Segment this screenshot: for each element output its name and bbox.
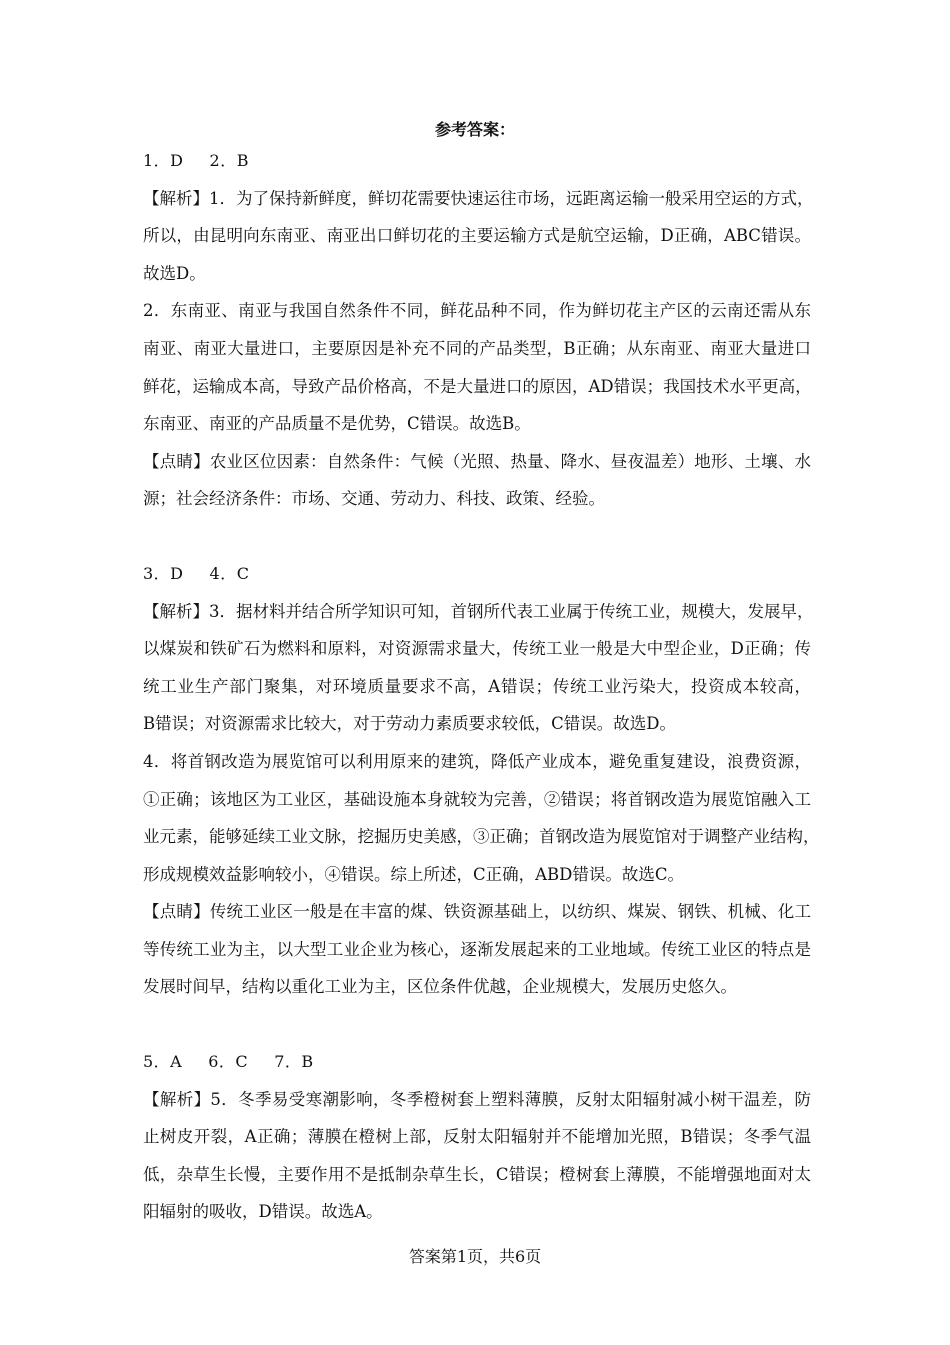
page-footer: 答案第1页，共6页: [408, 1247, 542, 1266]
section-gap: [143, 518, 811, 555]
text-line: 所以，由昆明向东南亚、南亚出口鲜切花的主要运输方式是航空运输，D正确，ABC错误。: [143, 226, 811, 246]
answer-item: 1．D: [143, 151, 184, 170]
text-line: 业元素，能够延续工业文脉，挖掘历史美感，③正确；首钢改造为展览馆对于调整产业结构，: [143, 827, 820, 847]
text-line: 发展时间早，结构以重化工业为主，区位条件优越，企业规模大，发展历史悠久。: [143, 977, 737, 997]
text-line: 【点睛】农业区位因素：自然条件：气候（光照、热量、降水、昼夜温差）地形、土壤、水: [143, 451, 811, 471]
text-line: B错误；对资源需求比较大，对于劳动力素质要求较低，C错误。故选D。: [143, 714, 676, 734]
answer-content: [143, 142, 820, 1231]
text-line: 鲜花，运输成本高，导致产品价格高，不是大量进口的原因，AD错误；我国技术水平更高，: [143, 376, 812, 396]
answer-item: 4．C: [209, 563, 250, 583]
page-title: 参考答案：: [434, 120, 515, 139]
text-line: 源；社会经济条件：市场、交通、劳动力、科技、政策、经验。: [143, 489, 605, 509]
answer-item: 7．B: [274, 1052, 314, 1072]
text-line: 止树皮开裂，A正确；薄膜在橙树上部，反射太阳辐射并不能增加光照，B错误；冬季气温: [143, 1127, 811, 1147]
answer-item: 3．D: [143, 563, 184, 583]
text-line: 低，杂草生长慢，主要作用不是抵制杂草生长，C错误；橙树套上薄膜，不能增强地面对太: [143, 1164, 811, 1184]
text-line: 以煤炭和铁矿石为燃料和原料，对资源需求量大，传统工业一般是大中型企业，D正确；传: [143, 639, 811, 659]
text-line: 故选D。: [143, 263, 206, 283]
text-line: 2．东南亚、南亚与我国自然条件不同，鲜花品种不同，作为鲜切花主产区的云南还需从东: [143, 301, 811, 321]
text-line: 等传统工业为主，以大型工业企业为核心，逐渐发展起来的工业地域。传统工业区的特点是: [143, 939, 811, 959]
text-line: 形成规模效益影响较小，④错误。综上所述，C正确，ABD错误。故选C。: [143, 864, 685, 884]
answer-key-line: [143, 555, 811, 593]
text-line: 【解析】5．冬季易受寒潮影响，冬季橙树套上塑料薄膜，反射太阳辐射减小树干温差，防: [143, 1089, 811, 1109]
answer-item: 2．B: [209, 151, 249, 170]
text-line: 【解析】1．为了保持新鲜度，鲜切花需要快速运往市场，远距离运输一般采用空运的方式，: [143, 188, 814, 208]
text-line: 统工业生产部门聚集，对环境质量要求不高，A错误；传统工业污染大，投资成本较高，: [143, 676, 811, 696]
answer-key-line: [143, 142, 811, 180]
text-line: 【点睛】传统工业区一般是在丰富的煤、铁资源基础上，以纺织、煤炭、钢铁、机械、化工: [143, 902, 811, 922]
answer-key-line: [143, 1043, 811, 1081]
text-line: 南亚、南亚大量进口，主要原因是补充不同的产品类型，B正确；从东南亚、南亚大量进口: [143, 338, 811, 358]
answer-item: 5．A: [143, 1052, 183, 1072]
text-line: ①正确；该地区为工业区，基础设施本身就较为完善，②错误；将首钢改造为展览馆融入工: [143, 789, 811, 809]
text-line: 东南亚、南亚的产品质量不是优势，C错误。故选B。: [143, 414, 531, 434]
text-line: 【解析】3．据材料并结合所学知识可知，首钢所代表工业属于传统工业，规模大，发展早，: [143, 601, 814, 621]
text-line: 阳辐射的吸收，D错误。故选A。: [143, 1202, 383, 1222]
answer-item: 6．C: [208, 1052, 249, 1072]
text-line: 4．将首钢改造为展览馆可以利用原来的建筑，降低产业成本，避免重复建设，浪费资源，: [143, 751, 811, 771]
section-gap: [143, 1006, 811, 1043]
